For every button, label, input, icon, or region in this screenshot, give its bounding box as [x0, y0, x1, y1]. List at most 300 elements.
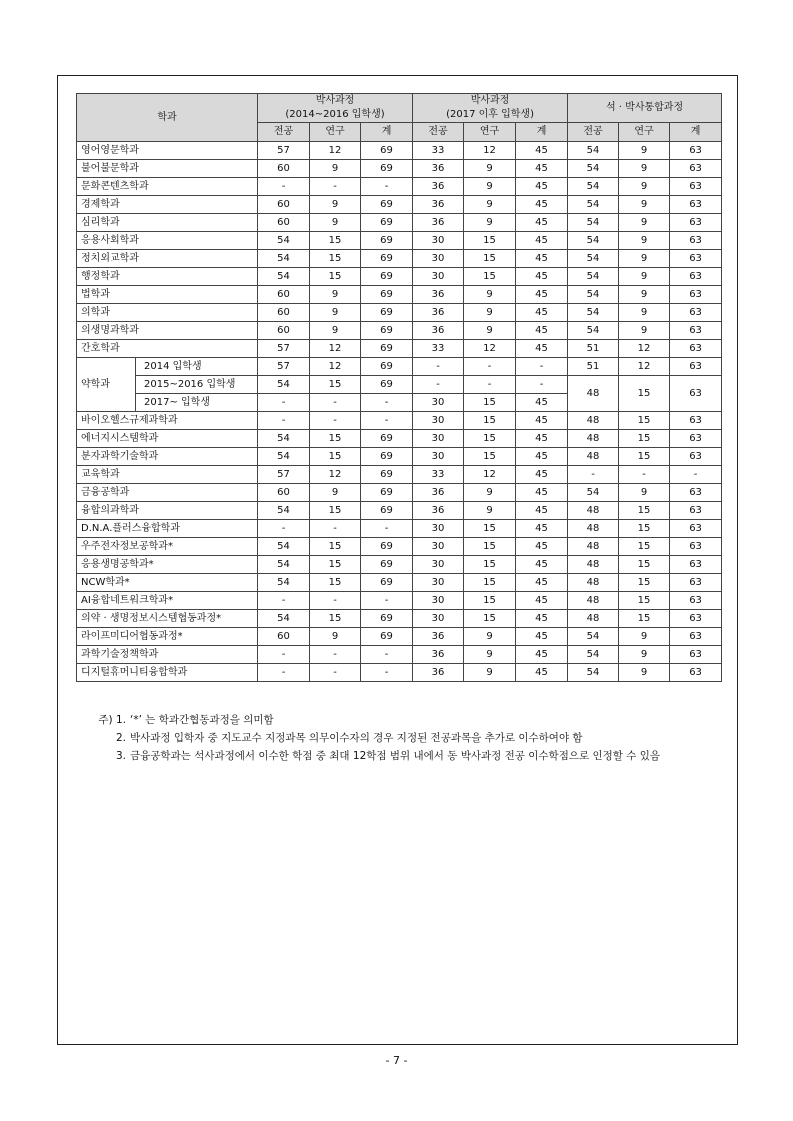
table-row — [77, 196, 722, 214]
subcolumn-header: 전공 — [568, 123, 619, 142]
credit-cell: 54 — [258, 574, 310, 592]
credit-cell: 69 — [361, 340, 413, 358]
table-row — [77, 322, 722, 340]
table-row — [77, 448, 722, 466]
credit-cell: 45 — [516, 394, 568, 412]
dept-name: 경제학과 — [77, 196, 258, 214]
credit-cell: 30 — [413, 574, 464, 592]
credit-cell: 9 — [464, 214, 516, 232]
credit-cell: 30 — [413, 610, 464, 628]
credit-cell: 63 — [670, 358, 722, 376]
credit-cell: 9 — [464, 322, 516, 340]
credit-cell: 9 — [310, 286, 361, 304]
credit-cell: 36 — [413, 322, 464, 340]
credit-cell: - — [516, 358, 568, 376]
table-row — [77, 412, 722, 430]
subcolumn-header: 연구 — [310, 123, 361, 142]
credit-cell: 45 — [516, 520, 568, 538]
credit-cell: 54 — [568, 484, 619, 502]
credit-cell: 45 — [516, 412, 568, 430]
credit-cell: 63 — [670, 538, 722, 556]
credit-cell: 36 — [413, 178, 464, 196]
footnote — [78, 729, 728, 747]
credit-cell: - — [310, 664, 361, 682]
credit-cell: 9 — [619, 628, 670, 646]
credit-cell: 9 — [619, 142, 670, 160]
credit-cell: - — [516, 376, 568, 394]
credit-cell: 9 — [619, 196, 670, 214]
dept-name: 에너지시스템학과 — [77, 430, 258, 448]
credit-cell: 69 — [361, 574, 413, 592]
credit-cell: 15 — [464, 592, 516, 610]
credit-cell: 15 — [310, 502, 361, 520]
credit-cell: 12 — [619, 358, 670, 376]
credit-cell: 15 — [310, 556, 361, 574]
credit-cell: - — [361, 178, 413, 196]
credit-cell: 54 — [568, 232, 619, 250]
credit-cell: - — [619, 466, 670, 484]
dept-name: 의학과 — [77, 304, 258, 322]
dept-name: 의약 · 생명정보시스템협동과정* — [77, 610, 258, 628]
credit-cell: 57 — [258, 358, 310, 376]
table-row — [77, 484, 722, 502]
dept-name: 바이오헬스규제과학과 — [77, 412, 258, 430]
table-row — [77, 376, 722, 394]
credit-cell: 9 — [619, 250, 670, 268]
credit-cell: 63 — [670, 286, 722, 304]
credit-cell: 9 — [310, 160, 361, 178]
credit-cell: 15 — [619, 610, 670, 628]
dept-name: 디지털휴머니티융합학과 — [77, 664, 258, 682]
table-body — [77, 142, 722, 682]
table-row — [77, 592, 722, 610]
table-row — [77, 664, 722, 682]
credit-cell: - — [361, 592, 413, 610]
credit-cell: - — [310, 394, 361, 412]
credit-cell: 9 — [464, 160, 516, 178]
footnote-prefix: 주) 1. — [98, 714, 126, 726]
credit-cell: 54 — [568, 250, 619, 268]
credit-cell: 63 — [670, 214, 722, 232]
credit-cell: 63 — [670, 448, 722, 466]
credit-cell: 45 — [516, 466, 568, 484]
credit-cell: 57 — [258, 466, 310, 484]
dept-name: 심리학과 — [77, 214, 258, 232]
credit-cell: 48 — [568, 556, 619, 574]
credit-cell: 15 — [619, 574, 670, 592]
credit-cell: 15 — [310, 250, 361, 268]
credit-cell-merged: 15 — [619, 376, 670, 412]
credit-cell: 15 — [464, 574, 516, 592]
credit-cell: 45 — [516, 592, 568, 610]
credit-cell: 60 — [258, 322, 310, 340]
credit-cell: 9 — [464, 484, 516, 502]
dept-name: 의생명과학과 — [77, 322, 258, 340]
credit-cell: 15 — [464, 412, 516, 430]
credit-cell: 63 — [670, 556, 722, 574]
credit-cell: 15 — [619, 556, 670, 574]
table-row — [77, 556, 722, 574]
credit-cell: 60 — [258, 484, 310, 502]
credit-cell: - — [310, 520, 361, 538]
credit-cell: 36 — [413, 196, 464, 214]
subcolumn-header: 계 — [516, 123, 568, 142]
credit-cell: 54 — [568, 628, 619, 646]
dept-name: 우주전자정보공학과* — [77, 538, 258, 556]
credit-cell: - — [568, 466, 619, 484]
credit-cell: 63 — [670, 160, 722, 178]
credit-cell: 15 — [619, 592, 670, 610]
credit-cell: 30 — [413, 556, 464, 574]
credit-cell: 48 — [568, 412, 619, 430]
table-row — [77, 466, 722, 484]
credit-cell: 45 — [516, 250, 568, 268]
credit-cell: 9 — [464, 664, 516, 682]
credit-cell: 69 — [361, 142, 413, 160]
credit-cell-merged: 48 — [568, 376, 619, 412]
credit-cell: 45 — [516, 232, 568, 250]
credit-cell: - — [258, 394, 310, 412]
credit-cell: 45 — [516, 196, 568, 214]
credit-cell: 63 — [670, 502, 722, 520]
dept-name: 법학과 — [77, 286, 258, 304]
credit-cell: 15 — [619, 412, 670, 430]
credit-cell: 54 — [258, 250, 310, 268]
credit-cell: 45 — [516, 340, 568, 358]
credit-cell: 63 — [670, 250, 722, 268]
credit-cell: 45 — [516, 178, 568, 196]
credit-cell: 30 — [413, 394, 464, 412]
credit-cell: 57 — [258, 340, 310, 358]
dept-name: 라이프미디어협동과정* — [77, 628, 258, 646]
page-number: - 7 - — [385, 1054, 408, 1067]
credit-cell: 54 — [258, 502, 310, 520]
credit-cell: 9 — [619, 646, 670, 664]
dept-name: 문화콘텐츠학과 — [77, 178, 258, 196]
footnote — [78, 747, 728, 765]
credit-cell: 9 — [310, 322, 361, 340]
dept-name: 과학기술정책학과 — [77, 646, 258, 664]
footnote-text: 금융공학과는 석사과정에서 이수한 학점 중 최대 12학점 범위 내에서 동 박사과정 전공 이수학점으로 인정할 수 있음 — [130, 750, 661, 762]
credit-cell: 69 — [361, 484, 413, 502]
credit-cell: 45 — [516, 574, 568, 592]
credit-cell: 9 — [310, 484, 361, 502]
credit-cell: 69 — [361, 502, 413, 520]
credit-cell: 15 — [464, 556, 516, 574]
credit-cell: 54 — [258, 538, 310, 556]
credit-cell: 45 — [516, 286, 568, 304]
credit-cell: 69 — [361, 448, 413, 466]
footnote-prefix: 3. — [115, 750, 126, 762]
credit-cell: - — [310, 646, 361, 664]
credit-cell: 54 — [568, 646, 619, 664]
credit-cell: 15 — [464, 610, 516, 628]
credit-cell: 36 — [413, 646, 464, 664]
credit-cell: 36 — [413, 286, 464, 304]
credit-cell: 30 — [413, 430, 464, 448]
credit-cell: - — [361, 412, 413, 430]
table-row — [77, 178, 722, 196]
footnote-text: ‘*’ 는 학과간협동과정을 의미함 — [130, 714, 274, 726]
credit-cell: 54 — [258, 610, 310, 628]
credit-cell: 33 — [413, 142, 464, 160]
credit-cell: 30 — [413, 520, 464, 538]
dept-header: 학과 — [77, 94, 258, 142]
credit-cell: 45 — [516, 160, 568, 178]
footnote — [78, 711, 728, 729]
credit-cell: 33 — [413, 340, 464, 358]
credit-cell: - — [310, 178, 361, 196]
credit-cell: 48 — [568, 448, 619, 466]
credit-cell: 60 — [258, 628, 310, 646]
credit-cell: 54 — [568, 304, 619, 322]
credit-cell: 63 — [670, 646, 722, 664]
credit-cell: 15 — [464, 250, 516, 268]
credit-cell: 48 — [568, 430, 619, 448]
table-row — [77, 628, 722, 646]
credit-cell: 9 — [464, 304, 516, 322]
credit-cell: 15 — [619, 430, 670, 448]
credit-cell: 45 — [516, 664, 568, 682]
credit-cell: 15 — [310, 268, 361, 286]
credit-cell: - — [258, 412, 310, 430]
credit-cell: 9 — [619, 484, 670, 502]
dept-name: D.N.A.플러스융합학과 — [77, 520, 258, 538]
credit-cell: 69 — [361, 250, 413, 268]
credit-table — [76, 93, 722, 682]
credit-cell: 63 — [670, 196, 722, 214]
dept-name: 간호학과 — [77, 340, 258, 358]
credit-cell: 12 — [619, 340, 670, 358]
credit-cell: - — [361, 394, 413, 412]
credit-cell: 15 — [464, 538, 516, 556]
credit-cell: 54 — [568, 286, 619, 304]
credit-cell: 54 — [568, 214, 619, 232]
credit-cell: 9 — [310, 214, 361, 232]
credit-cell: 54 — [568, 142, 619, 160]
credit-cell: 45 — [516, 628, 568, 646]
table-row — [77, 358, 722, 376]
credit-cell: 15 — [619, 520, 670, 538]
table-row — [77, 574, 722, 592]
credit-cell: 9 — [619, 304, 670, 322]
credit-cell: 63 — [670, 610, 722, 628]
group-header-integrated: 석 · 박사통합과정 — [568, 94, 722, 123]
credit-cell: 15 — [464, 268, 516, 286]
credit-cell: 45 — [516, 304, 568, 322]
credit-cell: - — [464, 376, 516, 394]
credit-cell: 60 — [258, 286, 310, 304]
credit-cell: 54 — [258, 556, 310, 574]
credit-cell: 15 — [310, 610, 361, 628]
credit-cell: 9 — [619, 322, 670, 340]
credit-cell: 9 — [464, 502, 516, 520]
dept-name: 영어영문학과 — [77, 142, 258, 160]
credit-cell: - — [258, 178, 310, 196]
credit-cell: - — [258, 664, 310, 682]
credit-cell: 45 — [516, 214, 568, 232]
credit-cell: 63 — [670, 484, 722, 502]
table-row — [77, 538, 722, 556]
credit-cell: 15 — [464, 520, 516, 538]
credit-cell: - — [310, 592, 361, 610]
credit-cell: 63 — [670, 268, 722, 286]
credit-cell: 45 — [516, 430, 568, 448]
credit-cell: 36 — [413, 304, 464, 322]
credit-cell: - — [258, 592, 310, 610]
credit-cell: 69 — [361, 322, 413, 340]
dept-name: AI융합네트워크학과* — [77, 592, 258, 610]
credit-cell: 15 — [310, 448, 361, 466]
table-row — [77, 520, 722, 538]
credit-cell: 54 — [568, 196, 619, 214]
credit-cell: 48 — [568, 610, 619, 628]
credit-cell: 48 — [568, 574, 619, 592]
credit-cell: 15 — [310, 376, 361, 394]
credit-cell: 15 — [464, 448, 516, 466]
table-row — [77, 250, 722, 268]
credit-cell: 36 — [413, 502, 464, 520]
credit-cell: 15 — [619, 502, 670, 520]
credit-cell: 54 — [568, 178, 619, 196]
credit-cell: 63 — [670, 412, 722, 430]
credit-cell: 63 — [670, 142, 722, 160]
credit-cell: 63 — [670, 304, 722, 322]
credit-cell: 12 — [310, 142, 361, 160]
footnote-prefix: 2. — [115, 732, 126, 744]
credit-cell: 51 — [568, 340, 619, 358]
subcolumn-header: 전공 — [258, 123, 310, 142]
credit-cell: 69 — [361, 196, 413, 214]
credit-cell: 12 — [464, 142, 516, 160]
credit-cell: 9 — [619, 214, 670, 232]
credit-cell: 36 — [413, 214, 464, 232]
credit-cell: 69 — [361, 268, 413, 286]
credit-cell: 15 — [619, 538, 670, 556]
credit-cell: 48 — [568, 520, 619, 538]
credit-cell: 60 — [258, 304, 310, 322]
dept-name: 불어불문학과 — [77, 160, 258, 178]
credit-cell: 15 — [464, 430, 516, 448]
credit-cell: 54 — [568, 664, 619, 682]
credit-cell: 69 — [361, 358, 413, 376]
credit-cell: 15 — [310, 232, 361, 250]
credit-cell: 45 — [516, 448, 568, 466]
admission-year-label: 2017~ 입학생 — [136, 394, 258, 412]
credit-cell: 63 — [670, 178, 722, 196]
credit-cell: 45 — [516, 322, 568, 340]
credit-cell: 15 — [310, 430, 361, 448]
credit-cell: 36 — [413, 484, 464, 502]
credit-cell: 45 — [516, 610, 568, 628]
credit-cell: 9 — [310, 196, 361, 214]
credit-cell: 36 — [413, 160, 464, 178]
credit-cell: 54 — [568, 268, 619, 286]
credit-cell: 30 — [413, 592, 464, 610]
footnotes — [78, 711, 728, 765]
admission-year-label: 2015~2016 입학생 — [136, 376, 258, 394]
credit-cell: 60 — [258, 160, 310, 178]
credit-cell: 36 — [413, 628, 464, 646]
credit-cell: 63 — [670, 322, 722, 340]
credit-cell: 63 — [670, 232, 722, 250]
credit-cell-merged: 63 — [670, 376, 722, 412]
dept-name: 응용사회학과 — [77, 232, 258, 250]
credit-cell: 63 — [670, 340, 722, 358]
credit-cell: - — [258, 646, 310, 664]
table-row — [77, 610, 722, 628]
credit-cell: - — [310, 412, 361, 430]
header-row-groups — [77, 94, 722, 123]
subcolumn-header: 계 — [670, 123, 722, 142]
credit-cell: 69 — [361, 376, 413, 394]
credit-cell: 9 — [619, 178, 670, 196]
credit-cell: 69 — [361, 538, 413, 556]
credit-cell: 9 — [619, 232, 670, 250]
credit-cell: 63 — [670, 574, 722, 592]
credit-cell: 63 — [670, 430, 722, 448]
credit-cell: 15 — [619, 448, 670, 466]
credit-cell: 69 — [361, 628, 413, 646]
credit-cell: - — [413, 358, 464, 376]
credit-cell: 45 — [516, 268, 568, 286]
credit-cell: 30 — [413, 412, 464, 430]
credit-cell: 9 — [619, 268, 670, 286]
credit-cell: 54 — [568, 322, 619, 340]
credit-cell: 12 — [310, 340, 361, 358]
credit-cell: 12 — [310, 358, 361, 376]
footnote-text: 박사과정 입학자 중 지도교수 지정과목 의무이수자의 경우 지정된 전공과목을 추가로 이수하여야 함 — [130, 732, 583, 744]
subcolumn-header: 연구 — [619, 123, 670, 142]
credit-cell: - — [258, 520, 310, 538]
credit-cell: - — [464, 358, 516, 376]
table-row — [77, 340, 722, 358]
table-row — [77, 160, 722, 178]
subcolumn-header: 계 — [361, 123, 413, 142]
credit-cell: - — [361, 664, 413, 682]
group-header-phd-2014: 박사과정 (2014~2016 입학생) — [258, 94, 413, 123]
dept-name: 약학과 — [77, 358, 136, 412]
dept-name: 융합의과학과 — [77, 502, 258, 520]
credit-cell: 63 — [670, 520, 722, 538]
credit-cell: 9 — [464, 178, 516, 196]
credit-cell: 12 — [464, 466, 516, 484]
credit-cell: 57 — [258, 142, 310, 160]
dept-name: 정치외교학과 — [77, 250, 258, 268]
table-row — [77, 142, 722, 160]
credit-cell: 30 — [413, 538, 464, 556]
table-row — [77, 304, 722, 322]
credit-cell: - — [670, 466, 722, 484]
group-header-phd-2017: 박사과정 (2017 이후 입학생) — [413, 94, 568, 123]
credit-cell: 30 — [413, 250, 464, 268]
dept-name: 분자과학기술학과 — [77, 448, 258, 466]
credit-cell: 54 — [258, 268, 310, 286]
credit-cell: 54 — [258, 232, 310, 250]
credit-cell: 69 — [361, 232, 413, 250]
credit-cell: 15 — [310, 538, 361, 556]
credit-cell: 9 — [619, 160, 670, 178]
credit-cell: 12 — [310, 466, 361, 484]
credit-cell: 33 — [413, 466, 464, 484]
credit-cell: 45 — [516, 142, 568, 160]
credit-cell: 69 — [361, 610, 413, 628]
credit-cell: 9 — [619, 664, 670, 682]
table-row — [77, 232, 722, 250]
credit-cell: 69 — [361, 430, 413, 448]
credit-cell: 54 — [258, 430, 310, 448]
credit-cell: 30 — [413, 268, 464, 286]
